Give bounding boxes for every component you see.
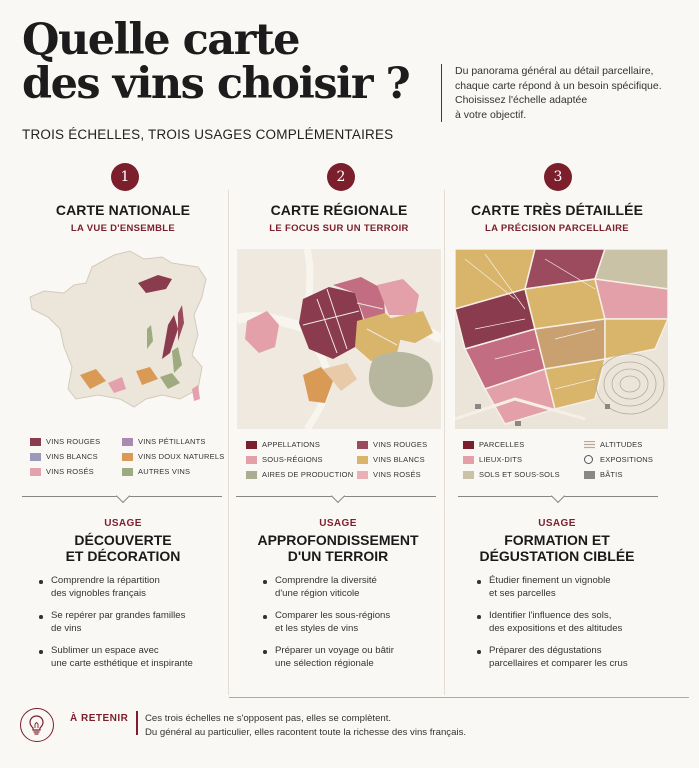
legend-swatch <box>246 456 257 464</box>
bullet-item: Comparer les sous-régions et les styles de vins <box>262 610 452 635</box>
legend-swatch <box>584 471 595 479</box>
footer-label: À RETENIR <box>70 713 129 724</box>
legend-swatch <box>246 441 257 449</box>
bullet-item: Comprendre la diversité d'une région viticole <box>262 575 452 600</box>
divider-notch <box>551 489 565 503</box>
legend-swatch <box>357 456 368 464</box>
usage-label: USAGE <box>319 518 357 529</box>
bullet-item: Se repérer par grandes familles de vins <box>38 610 228 635</box>
column-subtitle-national: LA VUE D'ENSEMBLE <box>70 223 176 234</box>
legend-swatch <box>246 471 257 479</box>
page-subtitle: TROIS ÉCHELLES, TROIS USAGES COMPLÉMENTAIRES <box>22 127 394 142</box>
legend-swatch <box>30 468 41 476</box>
title-line-1: Quelle carte <box>22 15 299 65</box>
intro-line: chaque carte répond à un besoin spécifique. <box>455 79 662 92</box>
legend-swatch <box>463 471 474 479</box>
legend-item: ALTITUDES <box>584 440 643 449</box>
legend-swatch <box>463 441 474 449</box>
altitude-swatch <box>584 441 595 449</box>
legend-item: VINS PÉTILLANTS <box>122 437 206 446</box>
usage-label: USAGE <box>538 518 576 529</box>
legend-item: VINS ROUGES <box>30 437 100 446</box>
bullet-item: Préparer des dégustations parcellaires et comparer les crus <box>476 645 666 670</box>
legend-item: AIRES DE PRODUCTION <box>246 470 353 479</box>
divider-notch <box>331 489 345 503</box>
footer-bar <box>136 711 138 735</box>
title-line-2: des vins choisir ? <box>22 59 410 109</box>
usage-bullets-regional <box>262 575 452 680</box>
regional-map <box>237 249 441 429</box>
legend-item: VINS ROSÉS <box>357 470 421 479</box>
bullet-item: Préparer un voyage ou bâtir une sélection régionale <box>262 645 452 670</box>
legend-item: PARCELLES <box>463 440 524 449</box>
step-number-2: 2 <box>327 163 355 191</box>
intro-line: Du panorama général au détail parcellaire, <box>455 65 654 77</box>
legend-swatch <box>30 438 41 446</box>
step-number-3: 3 <box>544 163 572 191</box>
bullet-item: Sublimer un espace avec une carte esthétique et inspirante <box>38 645 228 670</box>
intro-line: Choisissez l'échelle adaptée <box>455 94 588 106</box>
column-title-detailed: CARTE TRÈS DÉTAILLÉE <box>470 202 644 218</box>
column-title-regional: CARTE RÉGIONALE <box>270 202 408 218</box>
column-subtitle-detailed: LA PRÉCISION PARCELLAIRE <box>485 223 629 234</box>
usage-title-detailed: FORMATION ET DÉGUSTATION CIBLÉE <box>479 532 635 564</box>
legend-swatch <box>357 441 368 449</box>
legend-item: SOUS-RÉGIONS <box>246 455 323 464</box>
divider-notch <box>116 489 130 503</box>
legend-item: VINS BLANCS <box>30 452 98 461</box>
legend-item: VINS ROUGES <box>357 440 427 449</box>
legend-item: EXPOSITIONS <box>584 455 653 464</box>
compass-icon <box>584 455 593 464</box>
intro-text <box>441 64 681 122</box>
legend-swatch <box>122 453 133 461</box>
legend-item: APPELLATIONS <box>246 440 320 449</box>
parcel-map <box>455 249 668 429</box>
usage-bullets-national <box>38 575 228 680</box>
legend-swatch <box>122 438 133 446</box>
intro-line: à votre objectif. <box>455 108 527 121</box>
legend-item: VINS ROSÉS <box>30 467 94 476</box>
page-title <box>22 15 410 109</box>
footer-separator <box>229 697 689 698</box>
usage-label: USAGE <box>104 518 142 529</box>
legend-item: VINS DOUX NATURELS <box>122 452 224 461</box>
usage-title-national: DÉCOUVERTE ET DÉCORATION <box>65 532 181 564</box>
legend-item: LIEUX-DITS <box>463 455 522 464</box>
lightbulb-icon <box>20 708 54 742</box>
column-separator <box>228 190 229 695</box>
bullet-item: Identifier l'influence des sols, des expositions et des altitudes <box>476 610 666 635</box>
usage-bullets-detailed <box>476 575 666 680</box>
column-title-national: CARTE NATIONALE <box>55 202 191 218</box>
legend-swatch <box>30 453 41 461</box>
france-map <box>22 249 226 429</box>
legend-item: BÂTIS <box>584 470 623 479</box>
column-subtitle-regional: LE FOCUS SUR UN TERROIR <box>269 223 409 234</box>
legend-swatch <box>463 456 474 464</box>
bullet-item: Comprendre la répartition des vignobles français <box>38 575 228 600</box>
step-number-1: 1 <box>111 163 139 191</box>
legend-item: VINS BLANCS <box>357 455 425 464</box>
bullet-item: Étudier finement un vignoble et ses parcelles <box>476 575 666 600</box>
usage-title-regional: APPROFONDISSEMENT D'UN TERROIR <box>257 532 419 564</box>
legend-item: SOLS ET SOUS-SOLS <box>463 470 560 479</box>
legend-swatch <box>122 468 133 476</box>
footer-text: Ces trois échelles ne s'opposent pas, elles se complètent. Du général au particulier, elles racontent toute la richesse des vins français. <box>145 713 467 738</box>
legend-swatch <box>357 471 368 479</box>
legend-item: AUTRES VINS <box>122 467 190 476</box>
